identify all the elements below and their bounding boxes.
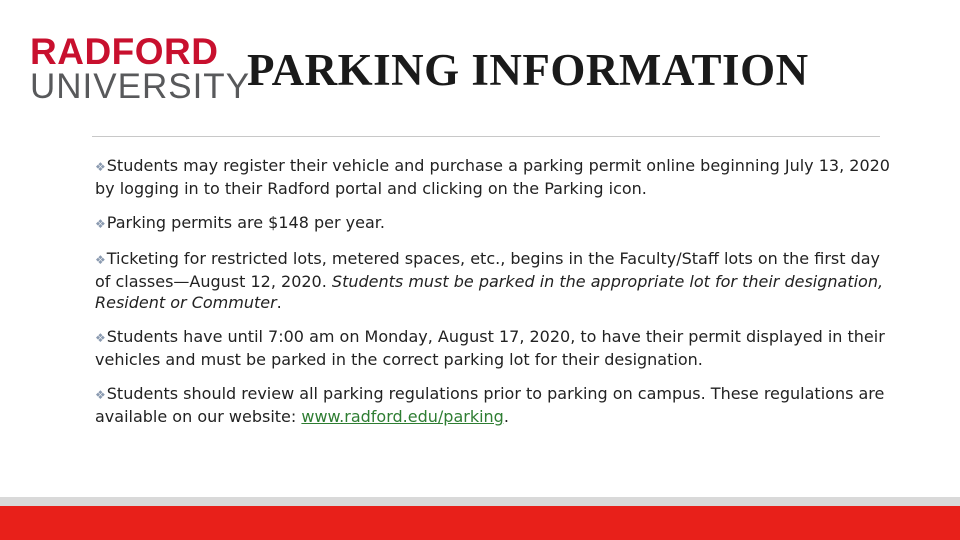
diamond-bullet-icon: ❖ [95, 253, 106, 267]
list-item [95, 212, 895, 235]
parking-website-link[interactable]: www.radford.edu/parking [301, 407, 504, 426]
logo-radford-text: RADFORD [30, 31, 219, 72]
radford-logo [30, 31, 251, 106]
bullet-text: Students may register their vehicle and purchase a parking permit online beginning July 13, 2020 by logging in to their Radford portal and clicking on the Parking icon. [95, 156, 890, 198]
title-divider [92, 136, 880, 137]
diamond-bullet-icon: ❖ [95, 331, 106, 345]
list-item [95, 383, 895, 427]
bullet-text: Ticketing for restricted lots, metered spaces, etc., begins in the Faculty/Staff lots on the first day of classes—August 12, 2020. [95, 249, 881, 291]
logo-university-text: UNIVERSITY [30, 67, 251, 106]
list-item [95, 155, 895, 199]
list-item [95, 248, 895, 313]
footer-red-bar [0, 506, 960, 540]
footer-gray-stripe [0, 497, 960, 506]
bullet-text: Parking permits are $148 per year. [106, 213, 385, 232]
bullet-text: Students should review all parking regulations prior to parking on campus. These regulations are available on our website: [95, 384, 885, 426]
diamond-bullet-icon: ❖ [95, 217, 106, 231]
diamond-bullet-icon: ❖ [95, 160, 106, 174]
bullet-text-end: . [503, 407, 509, 426]
bullet-emphasis-text: Students must be parked in the appropriate lot for their designation, Resident or Commuter [95, 272, 884, 312]
list-item [95, 326, 895, 370]
bullet-text: Students have until 7:00 am on Monday, August 17, 2020, to have their permit displayed in their vehicles and must be parked in the correct parking lot for their designation. [95, 327, 885, 369]
diamond-bullet-icon: ❖ [95, 388, 106, 402]
bullet-text-end: . [276, 293, 282, 312]
bullet-list [95, 155, 895, 440]
page-title: PARKING INFORMATION [247, 45, 809, 95]
